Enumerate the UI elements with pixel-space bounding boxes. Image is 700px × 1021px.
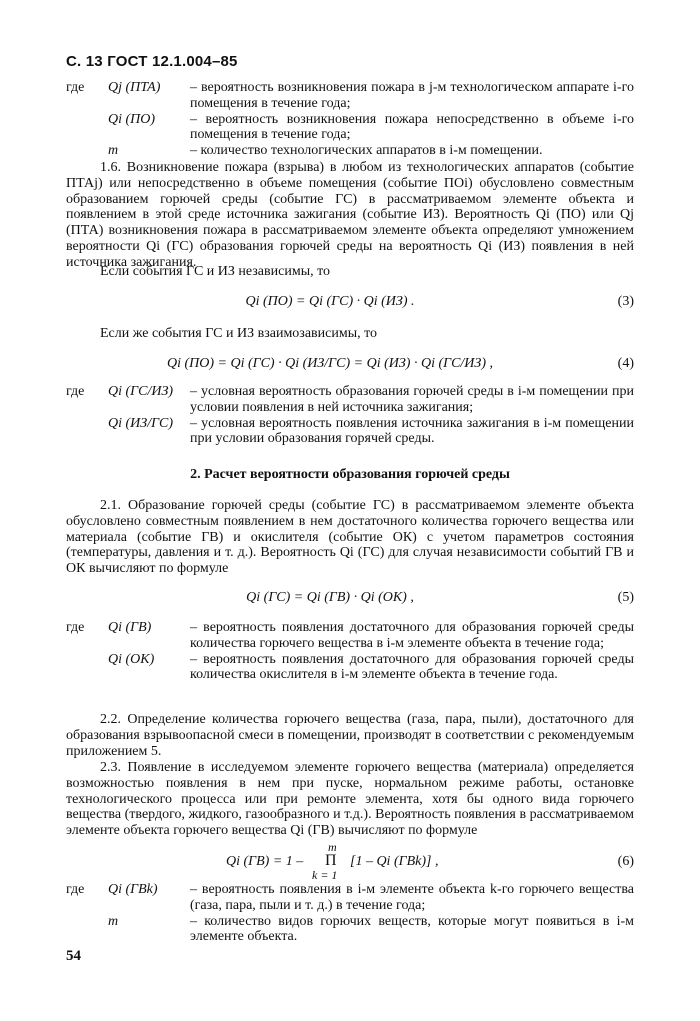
symbol: Qi (ИЗ/ГС) xyxy=(108,415,174,431)
symbol: Qj (ПТА) xyxy=(108,80,161,95)
where-label xyxy=(66,416,108,448)
formula-right: [1 – Qi (ГВk)] , xyxy=(350,854,439,869)
definitions-formula-5 xyxy=(66,620,634,683)
product-upper-limit: m xyxy=(328,840,337,854)
formula-5 xyxy=(66,590,634,608)
page-number: 54 xyxy=(66,948,81,964)
paragraph-dependent: Если же события ГС и ИЗ взаимозависимы, то xyxy=(100,326,378,341)
formula-left: Qi (ГВ) = 1 – xyxy=(226,854,304,869)
where-label: где xyxy=(66,384,85,399)
where-label xyxy=(66,652,108,684)
definition: – вероятность появления в i-м элементе объекта k-го горючего вещества (газа, пара, пыли и т. д.) в течение года; xyxy=(190,882,634,913)
definitions-formula-4 xyxy=(66,384,634,447)
section-2-title: 2. Расчет вероятности образования горючей среды xyxy=(190,467,510,482)
formula-number: (4) xyxy=(617,356,634,371)
symbol: Qi (ПО) xyxy=(108,111,156,127)
paragraph-2-3: 2.3. Появление в исследуемом элементе горючего вещества (материала) определяется возможностью появления в нем при пуске, нормальном режиме работы, остановке технологического процесса или при ремонте элемента, хотя бы одного вида горючего вещества (твердого, жидкого, газообразного и т.д.). Вероятность появления в рассматриваемом элементе объекта горючего вещества Qi (ГВ) вычисляют по формуле xyxy=(66,760,634,839)
definition: – условная вероятность образования горючей среды в i-м помещении при условии появления в ней источника зажигания; xyxy=(190,384,634,415)
where-label xyxy=(66,143,108,159)
where-label xyxy=(66,112,108,144)
symbol: m xyxy=(108,913,119,929)
paragraph-independent: Если события ГС и ИЗ независимы, то xyxy=(100,264,331,279)
where-label: где xyxy=(66,882,85,897)
definitions-formula-6 xyxy=(66,882,634,945)
paragraph-2-1: 2.1. Образование горючей среды (событие ГС) в рассматриваемом элементе объекта обусловлено совместным появлением в нем достаточного количества горючего вещества или материала (событие ГВ) и окислителя (событие ОК) с учетом параметров состояния (температуры, давления и т. д.). Вероятность Qi (ГС) для случая независимости событий ГВ и ОК вычисляют по формуле xyxy=(66,498,634,577)
symbol: m xyxy=(108,143,119,159)
symbol: Qi (ГВ) xyxy=(108,620,152,635)
definition: – количество технологических аппаратов в i-м помещении. xyxy=(190,143,543,159)
paragraph-2-2: 2.2. Определение количества горючего вещества (газа, пара, пыли), достаточного для образования взрывоопасной смеси в помещении, производят в соответствии с рекомендуемым приложением 5. xyxy=(66,712,634,759)
symbol: Qi (ОК) xyxy=(108,651,155,667)
definition: – вероятность возникновения пожара непосредственно в объеме i-го помещения в течение года; xyxy=(190,111,634,143)
page-header: С. 13 ГОСТ 12.1.004–85 xyxy=(66,53,238,70)
paragraph-1-6: 1.6. Возникновение пожара (взрыва) в любом из технологических аппаратов (событие ПТАj) или непосредственно в объеме помещения (событие ПОi) обусловлено совместным образованием горючей среды (событие ГС) в рассматриваемом элементе объекта и появлением в этой среде источника зажигания (событие ИЗ). Вероятность Qi (ПО) или Qj (ПТА) возникновения пожара в рассматриваемом элементе объекта определяют умножением вероятности Qi (ГС) образования горючей среды на вероятность Qi (ИЗ) появления в ней источника зажигания. xyxy=(66,160,634,270)
definition: – вероятность возникновения пожара в j-м технологическом аппарате i-го помещения в течение года; xyxy=(190,80,634,111)
definition: – вероятность появления достаточного для образования горючей среды количества окислителя в i-м элементе объекта в течение года. xyxy=(190,651,634,683)
formula-body: Qi (ГС) = Qi (ГВ) · Qi (ОК) , xyxy=(246,590,414,605)
formula-number: (5) xyxy=(617,590,634,605)
definition: – количество видов горючих веществ, которые могут появиться в i-м элементе объекта. xyxy=(190,913,634,945)
formula-number: (6) xyxy=(617,854,634,869)
symbol: Qi (ГС/ИЗ) xyxy=(108,384,174,399)
definition: – вероятность появления достаточного для образования горючей среды количества горючего вещества в i-м элементе объекта в течение года; xyxy=(190,620,634,651)
where-label: где xyxy=(66,80,85,95)
formula-3 xyxy=(66,294,634,312)
definition: – условная вероятность появления источника зажигания в i-м помещении при условии образования горячей среды. xyxy=(190,415,634,447)
definitions-top xyxy=(66,80,634,159)
product-symbol: Π xyxy=(325,852,337,869)
formula-body: Qi (ПО) = Qi (ГС) · Qi (ИЗ) . xyxy=(245,294,415,309)
where-label: где xyxy=(66,620,85,635)
formula-number: (3) xyxy=(617,294,634,309)
formula-body: Qi (ПО) = Qi (ГС) · Qi (ИЗ/ГС) = Qi (ИЗ) · Qi (ГС/ИЗ) , xyxy=(166,356,494,371)
where-label xyxy=(66,914,108,946)
product-lower-limit: k = 1 xyxy=(312,868,338,882)
symbol: Qi (ГВk) xyxy=(108,882,158,897)
formula-4 xyxy=(66,356,634,374)
formula-6 xyxy=(66,840,634,882)
